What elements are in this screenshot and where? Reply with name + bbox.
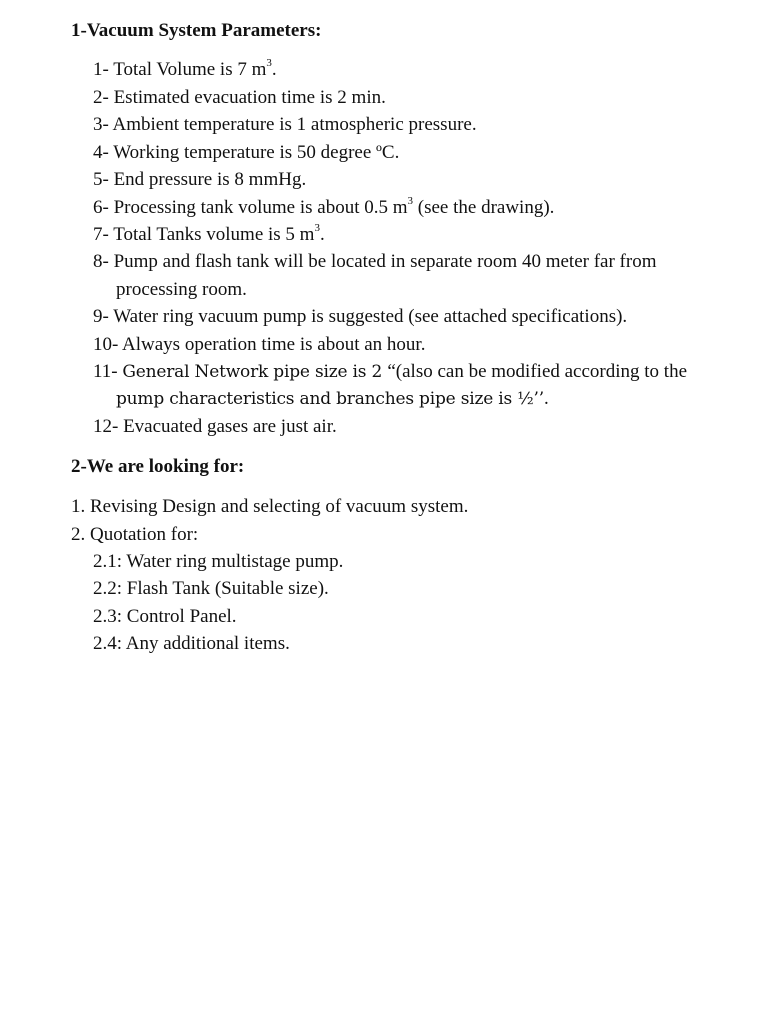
list-item: 7- Total Tanks volume is 5 $m^3$.	[93, 221, 325, 245]
list-item: 12- Evacuated gases are just air.	[93, 416, 337, 437]
list-item: 6- Processing tank volume is about 0.5 $m^3$ (see the drawing).	[93, 194, 555, 218]
list-item: 9- Water ring vacuum pump is suggested (see attached specifications).	[93, 306, 628, 327]
list-item: 11- General Network pipe size is 2 “(also can be modified according to the	[93, 361, 688, 382]
list-item: 2. Quotation for:	[71, 524, 199, 545]
list-item-continuation: processing room.	[116, 279, 247, 300]
list-item: 5- End pressure is 8 mmHg.	[93, 169, 307, 190]
list-item: 1. Revising Design and selecting of vacuum system.	[71, 496, 469, 517]
sub-list-item: 2.2: Flash Tank (Suitable size).	[93, 578, 329, 599]
list-item: 4- Working temperature is 50 degree ºC.	[93, 142, 400, 163]
list-item: 1- Total Volume is 7 $m^3$.	[93, 56, 277, 80]
list-item: 2- Estimated evacuation time is 2 min.	[93, 87, 386, 108]
list-item: 8- Pump and flash tank will be located in separate room 40 meter far from	[93, 251, 657, 272]
list-item: 10- Always operation time is about an hour.	[93, 334, 426, 355]
list-item: 3- Ambient temperature is 1 atmospheric pressure.	[93, 114, 477, 135]
sub-list-item: 2.3: Control Panel.	[93, 606, 237, 627]
sub-list-item: 2.1: Water ring multistage pump.	[93, 551, 344, 572]
sub-list-item: 2.4: Any additional items.	[93, 633, 290, 654]
section-2-heading: 2-We are looking for:	[71, 456, 245, 477]
list-item-continuation: pump characteristics and branches pipe size is ½’’.	[116, 388, 549, 409]
section-1-heading: 1-Vacuum System Parameters:	[71, 20, 322, 41]
